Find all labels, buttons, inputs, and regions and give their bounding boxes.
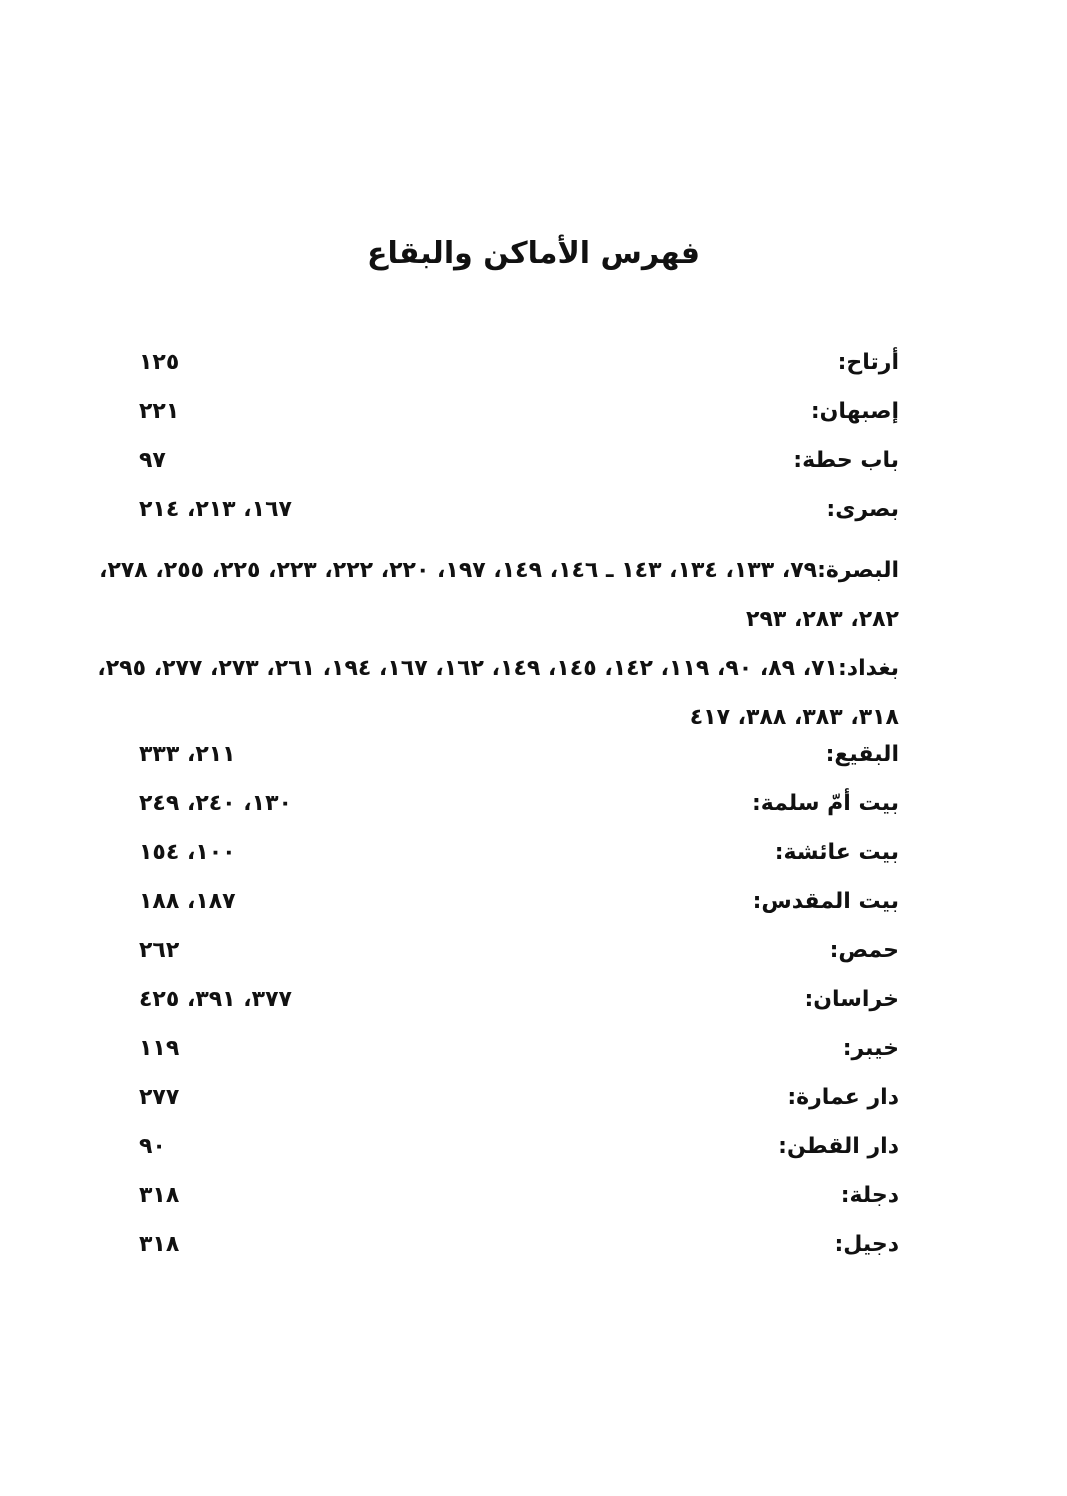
place-name: بيت المقدس: xyxy=(752,889,899,914)
place-name: باب حطة: xyxy=(793,448,899,473)
place-name: دار عمارة: xyxy=(787,1085,899,1110)
index-entry xyxy=(99,448,899,497)
page-numbers: ١٠٠، ١٥٤ xyxy=(139,840,236,865)
page-numbers: ٩٠ xyxy=(139,1134,166,1159)
place-name: خراسان: xyxy=(804,987,899,1012)
page-numbers: ٣٧٧، ٣٩١، ٤٢٥ xyxy=(139,987,292,1012)
place-name: إصبهان: xyxy=(810,399,899,424)
index-entry xyxy=(99,350,899,399)
page-numbers: ١٣٠، ٢٤٠، ٢٤٩ xyxy=(139,791,292,816)
place-name: خيبر: xyxy=(842,1036,899,1061)
page-numbers: ٢٧٧ xyxy=(139,1085,180,1110)
page-numbers: ٢٦٢ xyxy=(139,938,180,963)
index-entry xyxy=(99,938,899,987)
index-entry xyxy=(99,840,899,889)
page-numbers: ١٨٧، ١٨٨ xyxy=(139,889,236,914)
index-entry xyxy=(99,1085,899,1134)
place-name: حمص: xyxy=(829,938,899,963)
place-name: دجلة: xyxy=(840,1183,899,1208)
index-entry-long xyxy=(65,546,899,644)
page-numbers: ٣١٨ xyxy=(139,1183,180,1208)
place-name: بصرى: xyxy=(826,497,899,522)
index-entry xyxy=(99,1036,899,1085)
index-entry xyxy=(99,987,899,1036)
index-entry xyxy=(99,1232,899,1281)
index-entry xyxy=(99,1183,899,1232)
place-name: بيت عائشة: xyxy=(774,840,899,865)
index-entry-long xyxy=(65,644,899,742)
index-entry xyxy=(99,742,899,791)
place-name: البصرة: xyxy=(817,558,899,583)
page-numbers: ٢١١، ٣٣٣ xyxy=(139,742,236,767)
place-name: دجيل: xyxy=(834,1232,899,1257)
page-numbers: ٢٢١ xyxy=(139,399,180,424)
page-numbers: ١٦٧، ٢١٣، ٢١٤ xyxy=(139,497,292,522)
page-numbers: ٣١٨ xyxy=(139,1232,180,1257)
page-numbers: ١١٩ xyxy=(139,1036,180,1061)
place-name: دار القطن: xyxy=(778,1134,899,1159)
index-entries xyxy=(99,350,899,1281)
page-numbers: ٩٧ xyxy=(139,448,166,473)
place-name: البقيع: xyxy=(825,742,899,767)
page-numbers: ٧٩، ١٣٣، ١٣٤، ١٤٣ ـ ١٤٦، ١٤٩، ١٩٧، ٢٢٠، ٢٢٢، ٢٢٣، ٢٢٥، ٢٥٥، ٢٧٨، ٢٨٢، ٢٨٣، ٢٩٣ xyxy=(99,558,899,632)
page-title: فهرس الأماكن والبقاع xyxy=(366,236,701,271)
place-name: بيت أمّ سلمة: xyxy=(751,791,899,816)
index-entry xyxy=(99,1134,899,1183)
page-numbers: ١٢٥ xyxy=(139,350,180,375)
place-name: أرتاح: xyxy=(837,350,899,375)
index-entry xyxy=(99,399,899,448)
index-entry xyxy=(99,791,899,840)
page-numbers: ٧١، ٨٩، ٩٠، ١١٩، ١٤٢، ١٤٥، ١٤٩، ١٦٢، ١٦٧، ١٩٤، ٢٦١، ٢٧٣، ٢٧٧، ٢٩٥، ٣١٨، ٣٨٣، ٣٨٨، ٤١٧ xyxy=(97,656,899,730)
place-name: بغداد: xyxy=(837,656,899,681)
index-entry xyxy=(99,497,899,546)
index-entry xyxy=(99,889,899,938)
